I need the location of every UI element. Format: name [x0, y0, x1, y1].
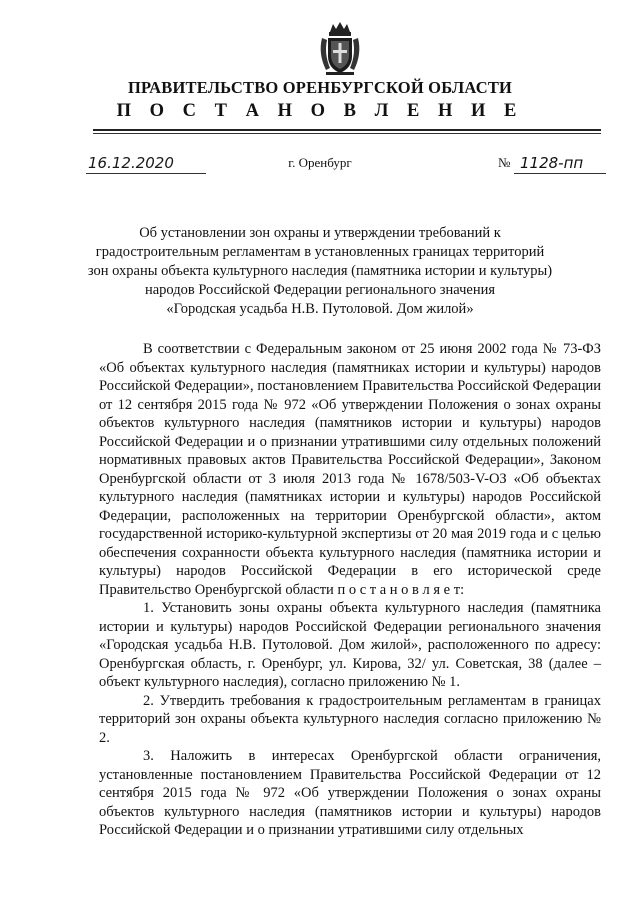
- document-number: 1128-пп: [520, 154, 584, 172]
- title-line: народов Российской Федерации регионального значения: [144, 282, 496, 298]
- document-type: П О С Т А Н О В Л Е Н И Е: [116, 101, 524, 121]
- orenburg-coat-of-arms-icon: [316, 20, 364, 76]
- document-city: г. Оренбург: [288, 155, 352, 170]
- paragraph-item-3: 3. Наложить в интересах Оренбургской области ограничения, установленные постановлением Правительства Российской Федерации от 12 сентября 2015 года № 972 «Об утверждении Положения о зонах охраны объектов культурного наследия (памятников истории и культуры) народов Российской Федерации и о признании утратившими силу отдельных: [99, 748, 601, 838]
- number-underline: [514, 173, 606, 174]
- paragraph-item-1: 1. Установить зоны охраны объекта культурного наследия (памятника истории и культуры) народов Российской Федерации регионального значения «Городская усадьба Н.В. Путоловой. Дом жилой», расположенного по адресу: Оренбургская область, г. Оренбург, ул. Кирова, 32/ ул. Советская, 38 (далее – объект культурного наследия), согласно приложению № 1.: [99, 600, 601, 690]
- document-body: [99, 340, 601, 840]
- title-line: «Городская усадьба Н.В. Путоловой. Дом жилой»: [166, 301, 474, 317]
- title-line: зон охраны объекта культурного наследия (памятника истории и культуры): [87, 263, 553, 279]
- title-line: градостроительным регламентам в установленных границах территорий: [95, 244, 545, 260]
- header-rule-thick: [93, 129, 601, 131]
- paragraph-item-2: 2. Утвердить требования к градостроительным регламентам в границах территорий зон охраны объекта культурного наследия согласно приложению № 2.: [99, 692, 601, 746]
- header-rule-thin: [93, 133, 601, 134]
- organization-name: ПРАВИТЕЛЬСТВО ОРЕНБУРГСКОЙ ОБЛАСТИ: [127, 78, 513, 97]
- document-title: [80, 224, 560, 319]
- date-underline: [86, 173, 206, 174]
- paragraph-preamble: В соответствии с Федеральным законом от 25 июня 2002 года № 73-ФЗ «Об объектах культурного наследия (памятниках истории и культуры) народов Российской Федерации», постановлением Правительства Российской Федерации от 12 сентября 2015 года № 972 «Об утверждении Положения о зонах охраны объектов культурного наследия (памятников истории и культуры) народов Российской Федерации и о признании утратившими силу отдельных положений нормативных правовых актов Правительства Российской Федерации», Законом Оренбургской области от 3 июля 2013 года № 1678/503-V-ОЗ «Об объектах культурного наследия (памятниках истории и культуры) народов Российской Федерации, расположенных на территории Оренбургской области», актом государственной историко-культурной экспертизы от 20 мая 2019 года и с целью обеспечения сохранности объекта культурного наследия (памятника истории и культуры) народов Российской Федерации в его исторической среде Правительство Оренбургской области п о с т а н о в л я е т:: [99, 341, 601, 598]
- number-sign: №: [498, 155, 511, 170]
- document-date: 16.12.2020: [88, 154, 174, 172]
- title-line: Об установлении зон охраны и утверждении требований к: [139, 225, 501, 241]
